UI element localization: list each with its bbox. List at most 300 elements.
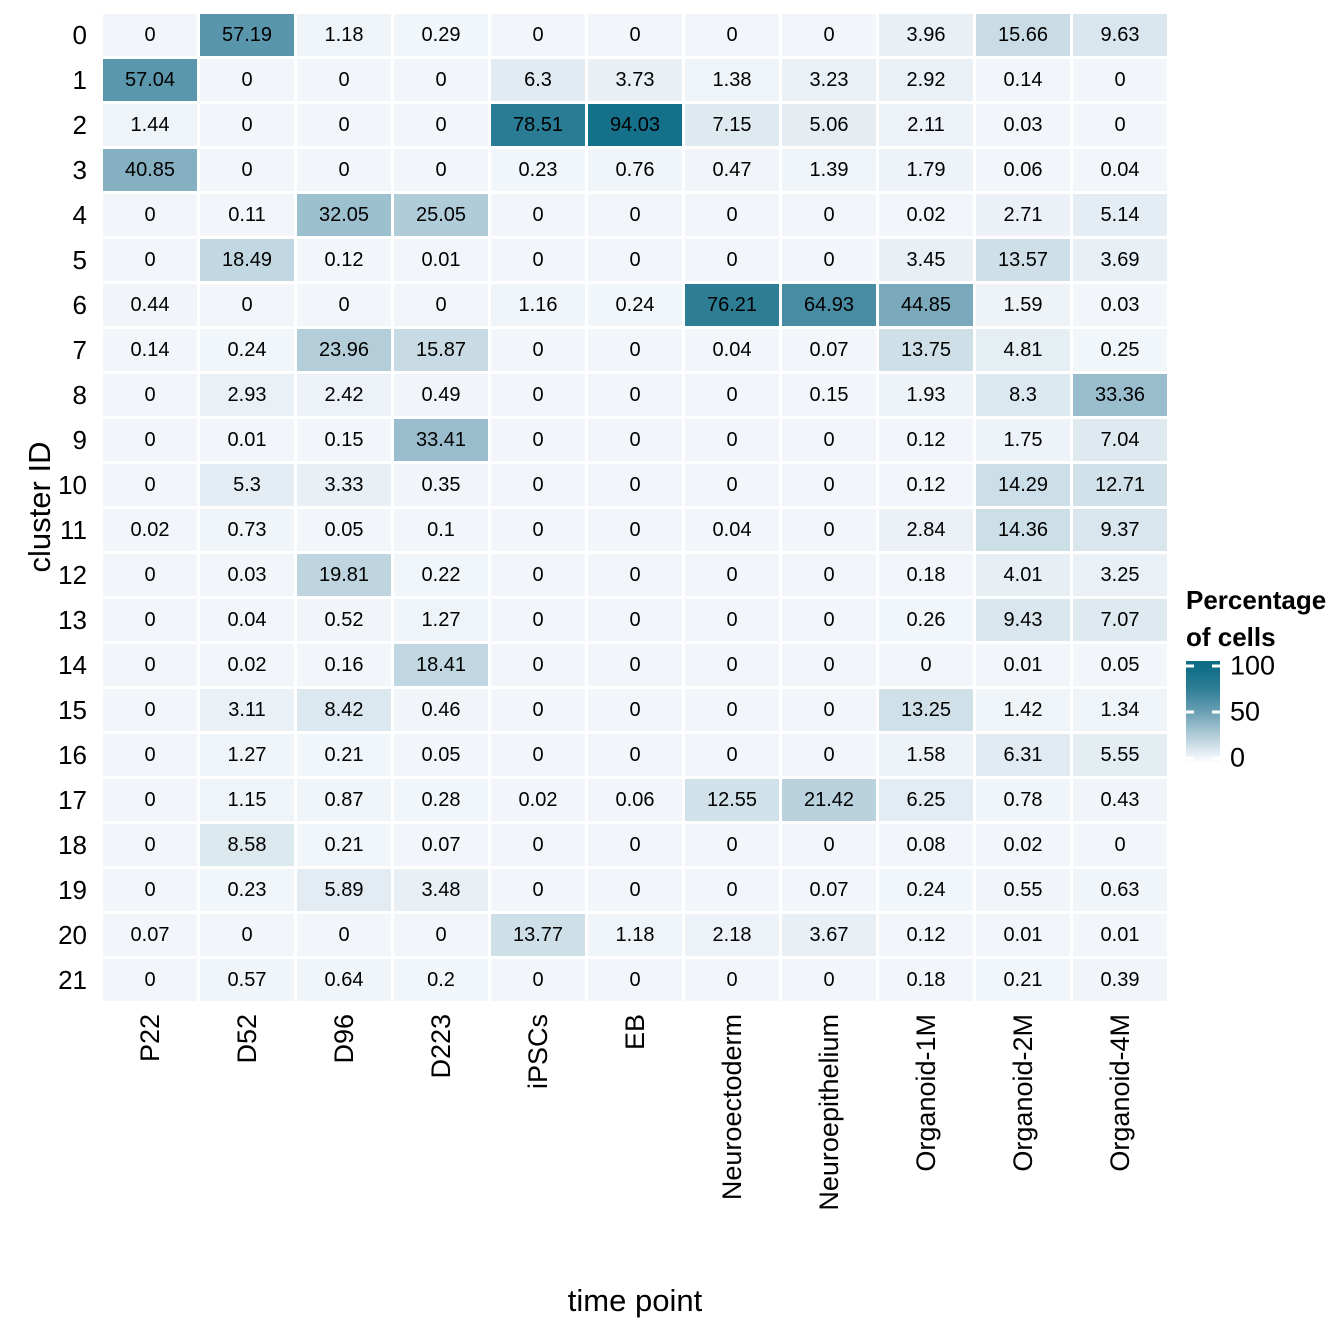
heatmap-cell: 0 — [491, 239, 585, 281]
y-tick-label: 5 — [72, 244, 87, 275]
heatmap-cell: 0 — [491, 14, 585, 56]
y-tick-label: 19 — [58, 874, 87, 905]
heatmap-cell: 0.04 — [200, 599, 294, 641]
legend — [1186, 582, 1344, 771]
heatmap-cell: 14.36 — [976, 509, 1070, 551]
heatmap-cell: 15.87 — [394, 329, 488, 371]
heatmap-cell: 0.44 — [103, 284, 197, 326]
x-tick-label — [685, 1014, 779, 1211]
heatmap-cell: 0.05 — [1073, 644, 1167, 686]
heatmap-cell: 0.12 — [879, 914, 973, 956]
heatmap-cell: 0.16 — [297, 644, 391, 686]
heatmap-cell: 0.05 — [394, 734, 488, 776]
heatmap-cell: 13.75 — [879, 329, 973, 371]
heatmap-cell: 0 — [685, 194, 779, 236]
heatmap-cell: 0 — [588, 239, 682, 281]
heatmap-cell: 0.25 — [1073, 329, 1167, 371]
heatmap-cell: 0 — [782, 644, 876, 686]
x-tick-label-text: Neuroepithelium — [813, 1014, 844, 1211]
y-tick-label: 6 — [72, 289, 87, 320]
x-tick-label-text: P22 — [134, 1014, 165, 1063]
y-tick-label: 16 — [58, 739, 87, 770]
heatmap-cell: 0 — [297, 59, 391, 101]
heatmap-cell: 0 — [782, 554, 876, 596]
legend-tick-mark — [1186, 710, 1194, 713]
y-tick-label: 10 — [58, 469, 87, 500]
heatmap-cell: 0 — [491, 869, 585, 911]
heatmap-cell: 1.27 — [394, 599, 488, 641]
heatmap-cell: 0.18 — [879, 554, 973, 596]
heatmap-cell: 2.71 — [976, 194, 1070, 236]
heatmap-cell: 0 — [491, 374, 585, 416]
heatmap-cell: 3.25 — [1073, 554, 1167, 596]
heatmap-cell: 5.3 — [200, 464, 294, 506]
heatmap-cell: 7.04 — [1073, 419, 1167, 461]
heatmap-cell: 0 — [782, 689, 876, 731]
heatmap-cell: 0 — [685, 239, 779, 281]
heatmap-cell: 0 — [588, 419, 682, 461]
heatmap-cell: 0 — [588, 509, 682, 551]
heatmap-cell: 1.18 — [297, 14, 391, 56]
x-tick-label-text: iPSCs — [522, 1014, 553, 1090]
heatmap-cell: 0.07 — [103, 914, 197, 956]
heatmap-cell: 0.15 — [782, 374, 876, 416]
heatmap-cell: 2.93 — [200, 374, 294, 416]
heatmap-cell: 0 — [103, 419, 197, 461]
heatmap-cell: 1.38 — [685, 59, 779, 101]
x-tick-label — [297, 1014, 391, 1211]
heatmap-cell: 0 — [685, 374, 779, 416]
legend-colorbar-area — [1186, 650, 1344, 773]
heatmap-cell: 0 — [685, 644, 779, 686]
heatmap-cell: 0 — [297, 104, 391, 146]
heatmap-cell: 0 — [782, 734, 876, 776]
heatmap-cell: 0 — [200, 149, 294, 191]
heatmap-cell: 0.76 — [588, 149, 682, 191]
heatmap-cell: 0.47 — [685, 149, 779, 191]
legend-tick-label: 50 — [1230, 696, 1261, 727]
heatmap-cell: 57.04 — [103, 59, 197, 101]
x-tick-label-text: Organoid-4M — [1104, 1014, 1135, 1172]
y-axis-title: cluster ID — [22, 441, 57, 573]
x-tick-label-text: D223 — [425, 1014, 456, 1079]
heatmap-cell: 0 — [491, 464, 585, 506]
legend-title-line2: of cells — [1186, 621, 1276, 652]
heatmap-cell: 0 — [879, 644, 973, 686]
heatmap-cell: 0.24 — [588, 284, 682, 326]
y-tick-label: 3 — [72, 154, 87, 185]
heatmap-cell: 5.55 — [1073, 734, 1167, 776]
y-tick-label: 14 — [58, 649, 87, 680]
heatmap-cell: 0.01 — [1073, 914, 1167, 956]
heatmap-cell: 0.04 — [685, 329, 779, 371]
x-tick-label — [879, 1014, 973, 1211]
heatmap-cell: 0 — [103, 644, 197, 686]
heatmap-cell: 3.23 — [782, 59, 876, 101]
heatmap-cell: 0.24 — [200, 329, 294, 371]
heatmap-cell: 3.45 — [879, 239, 973, 281]
heatmap-cell: 0.04 — [1073, 149, 1167, 191]
heatmap-cell: 0.12 — [879, 464, 973, 506]
heatmap-cell: 0 — [394, 149, 488, 191]
legend-tick-label: 100 — [1230, 650, 1276, 681]
heatmap-cell: 12.71 — [1073, 464, 1167, 506]
heatmap-cell: 0 — [588, 464, 682, 506]
heatmap-cell: 8.58 — [200, 824, 294, 866]
heatmap-cell: 0 — [103, 194, 197, 236]
heatmap-cell: 3.48 — [394, 869, 488, 911]
heatmap-cell: 0 — [103, 959, 197, 1001]
y-tick-label: 17 — [58, 784, 87, 815]
heatmap-cell: 0.1 — [394, 509, 488, 551]
heatmap-cell: 0 — [588, 194, 682, 236]
x-tick-label — [394, 1014, 488, 1211]
heatmap-cell: 0 — [394, 284, 488, 326]
heatmap-cell: 0.07 — [782, 869, 876, 911]
heatmap-cell: 0.06 — [588, 779, 682, 821]
heatmap-cell: 2.42 — [297, 374, 391, 416]
heatmap-cell: 33.36 — [1073, 374, 1167, 416]
heatmap-cell: 0 — [782, 599, 876, 641]
heatmap-cell: 0.05 — [297, 509, 391, 551]
heatmap-cell: 0 — [782, 14, 876, 56]
heatmap-cell: 0 — [685, 554, 779, 596]
heatmap-cell: 1.27 — [200, 734, 294, 776]
heatmap-cell: 0 — [394, 59, 488, 101]
heatmap-cell: 2.18 — [685, 914, 779, 956]
heatmap-cell: 3.67 — [782, 914, 876, 956]
heatmap-cell: 40.85 — [103, 149, 197, 191]
heatmap-cell: 0.23 — [200, 869, 294, 911]
heatmap-cell: 8.3 — [976, 374, 1070, 416]
y-tick-label: 18 — [58, 829, 87, 860]
heatmap-cell: 0.46 — [394, 689, 488, 731]
heatmap-cell: 0 — [491, 644, 585, 686]
heatmap-cell: 0 — [588, 959, 682, 1001]
heatmap-cell: 76.21 — [685, 284, 779, 326]
heatmap-cell: 0 — [491, 509, 585, 551]
heatmap-cell: 0.01 — [200, 419, 294, 461]
heatmap-cell: 1.44 — [103, 104, 197, 146]
heatmap-cell: 0 — [491, 419, 585, 461]
legend-tick-mark — [1186, 664, 1194, 667]
y-tick-label: 20 — [58, 919, 87, 950]
heatmap-cell: 0.49 — [394, 374, 488, 416]
heatmap-cell: 0 — [103, 824, 197, 866]
heatmap-cell: 1.15 — [200, 779, 294, 821]
x-axis-title: time point — [567, 1283, 703, 1318]
heatmap-cell: 9.63 — [1073, 14, 1167, 56]
heatmap-cell: 0.02 — [976, 824, 1070, 866]
heatmap-cell: 0 — [103, 374, 197, 416]
heatmap-cell: 9.37 — [1073, 509, 1167, 551]
heatmap-cell: 6.25 — [879, 779, 973, 821]
heatmap-cell: 0 — [103, 464, 197, 506]
heatmap-cell: 57.19 — [200, 14, 294, 56]
heatmap-cell: 0.04 — [685, 509, 779, 551]
x-tick-label — [103, 1014, 197, 1211]
y-tick-label: 11 — [60, 514, 87, 545]
heatmap-cell: 0 — [588, 689, 682, 731]
heatmap-cell: 0.18 — [879, 959, 973, 1001]
heatmap-cell: 6.3 — [491, 59, 585, 101]
x-tick-label — [491, 1014, 585, 1211]
heatmap-cell: 0.24 — [879, 869, 973, 911]
heatmap-cell: 0 — [588, 734, 682, 776]
heatmap-cell: 0 — [491, 554, 585, 596]
heatmap-cell: 0 — [588, 824, 682, 866]
heatmap-cell: 0 — [588, 14, 682, 56]
heatmap-cell: 0 — [685, 419, 779, 461]
heatmap-cell: 0.01 — [976, 644, 1070, 686]
y-tick-label: 7 — [72, 334, 87, 365]
heatmap-cell: 0.03 — [200, 554, 294, 596]
heatmap-cell: 0.73 — [200, 509, 294, 551]
heatmap-cell: 0 — [685, 599, 779, 641]
heatmap-cell: 12.55 — [685, 779, 779, 821]
heatmap-cell: 0 — [103, 14, 197, 56]
heatmap-cell: 44.85 — [879, 284, 973, 326]
heatmap-cell: 3.73 — [588, 59, 682, 101]
heatmap-cell: 0.14 — [103, 329, 197, 371]
legend-tick-mark — [1186, 756, 1194, 759]
heatmap-cell: 0.02 — [879, 194, 973, 236]
x-tick-label-text: Organoid-2M — [1007, 1014, 1038, 1172]
heatmap-cell: 0.14 — [976, 59, 1070, 101]
y-tick-label: 9 — [72, 424, 87, 455]
heatmap-cell: 2.84 — [879, 509, 973, 551]
heatmap-cell: 0.64 — [297, 959, 391, 1001]
heatmap-cell: 0.03 — [976, 104, 1070, 146]
heatmap-cell: 13.25 — [879, 689, 973, 731]
heatmap-cell: 0 — [588, 374, 682, 416]
heatmap-cell: 0 — [685, 14, 779, 56]
heatmap-cell: 0 — [782, 194, 876, 236]
legend-tick-label: 0 — [1230, 742, 1246, 773]
heatmap-cell: 18.49 — [200, 239, 294, 281]
heatmap-cell: 1.16 — [491, 284, 585, 326]
heatmap-cell: 0.21 — [297, 734, 391, 776]
x-tick-label — [588, 1014, 682, 1211]
heatmap-cell: 0 — [1073, 824, 1167, 866]
heatmap-cell: 0.08 — [879, 824, 973, 866]
heatmap-cell: 1.18 — [588, 914, 682, 956]
heatmap-cell: 0 — [588, 329, 682, 371]
heatmap-cell: 0 — [103, 554, 197, 596]
heatmap-cell: 4.81 — [976, 329, 1070, 371]
heatmap-cell: 0.07 — [782, 329, 876, 371]
heatmap-cell: 0 — [103, 599, 197, 641]
heatmap-cell: 0 — [491, 734, 585, 776]
heatmap-cell: 0.28 — [394, 779, 488, 821]
heatmap-cell: 21.42 — [782, 779, 876, 821]
heatmap-cell: 0 — [103, 689, 197, 731]
legend-tick-mark — [1212, 756, 1220, 759]
y-tick-label: 1 — [72, 64, 87, 95]
heatmap-cell: 1.58 — [879, 734, 973, 776]
y-tick-label: 13 — [58, 604, 87, 635]
x-tick-label-text: D96 — [328, 1014, 359, 1064]
heatmap-grid — [5, 14, 1167, 1001]
heatmap-cell: 23.96 — [297, 329, 391, 371]
heatmap-cell: 0 — [782, 239, 876, 281]
heatmap-cell: 1.59 — [976, 284, 1070, 326]
heatmap-cell: 0.43 — [1073, 779, 1167, 821]
heatmap-cell: 0.29 — [394, 14, 488, 56]
legend-title-line1: Percentage — [1186, 585, 1327, 615]
heatmap-cell: 0 — [491, 959, 585, 1001]
heatmap-cell: 0.35 — [394, 464, 488, 506]
heatmap-cell: 0.03 — [1073, 284, 1167, 326]
heatmap-cell: 0.21 — [297, 824, 391, 866]
heatmap-cell: 0.02 — [491, 779, 585, 821]
heatmap-cell: 1.75 — [976, 419, 1070, 461]
heatmap-cell: 6.31 — [976, 734, 1070, 776]
heatmap-cell: 7.15 — [685, 104, 779, 146]
heatmap-cell: 0.57 — [200, 959, 294, 1001]
heatmap-cell: 4.01 — [976, 554, 1070, 596]
heatmap-cell: 0.01 — [394, 239, 488, 281]
heatmap-cell: 7.07 — [1073, 599, 1167, 641]
heatmap-cell: 0 — [685, 869, 779, 911]
heatmap-cell: 0 — [491, 194, 585, 236]
heatmap-cell: 25.05 — [394, 194, 488, 236]
heatmap-cell: 0.15 — [297, 419, 391, 461]
x-tick-label — [976, 1014, 1070, 1211]
heatmap-cell: 13.57 — [976, 239, 1070, 281]
heatmap-cell: 0 — [103, 869, 197, 911]
heatmap-cell: 13.77 — [491, 914, 585, 956]
heatmap-cell: 18.41 — [394, 644, 488, 686]
heatmap-cell: 0.87 — [297, 779, 391, 821]
heatmap-cell: 0 — [200, 59, 294, 101]
heatmap-cell: 9.43 — [976, 599, 1070, 641]
legend-tick-mark — [1212, 664, 1220, 667]
heatmap-cell: 0 — [297, 284, 391, 326]
heatmap-cell: 0 — [1073, 104, 1167, 146]
heatmap-cell: 0.55 — [976, 869, 1070, 911]
heatmap-cell: 0.78 — [976, 779, 1070, 821]
heatmap-cell: 0 — [588, 554, 682, 596]
y-tick-label: 0 — [72, 19, 87, 50]
heatmap-cell: 0 — [685, 824, 779, 866]
heatmap-cell: 0 — [394, 104, 488, 146]
heatmap-cell: 0.52 — [297, 599, 391, 641]
x-tick-label-text: Organoid-1M — [910, 1014, 941, 1172]
heatmap-cell: 0.26 — [879, 599, 973, 641]
heatmap-cell: 0 — [685, 464, 779, 506]
y-tick-label: 4 — [72, 199, 87, 230]
x-tick-label-text: D52 — [231, 1014, 262, 1064]
heatmap-cell: 0.07 — [394, 824, 488, 866]
heatmap-cell: 2.92 — [879, 59, 973, 101]
heatmap-cell: 2.11 — [879, 104, 973, 146]
heatmap-cell: 0 — [297, 149, 391, 191]
y-tick-label: 12 — [58, 559, 87, 590]
heatmap-cell: 0.02 — [103, 509, 197, 551]
y-tick-label: 2 — [72, 109, 87, 140]
heatmap-cell: 0 — [1073, 59, 1167, 101]
heatmap-cell: 0.01 — [976, 914, 1070, 956]
heatmap-cell: 0 — [103, 239, 197, 281]
heatmap-cell: 0.22 — [394, 554, 488, 596]
heatmap-cell: 1.39 — [782, 149, 876, 191]
heatmap-cell: 1.79 — [879, 149, 973, 191]
heatmap-cell: 0 — [103, 779, 197, 821]
heatmap-cell: 0 — [782, 419, 876, 461]
x-tick-label — [1073, 1014, 1167, 1211]
heatmap-cell: 19.81 — [297, 554, 391, 596]
y-tick-label: 21 — [58, 964, 87, 995]
heatmap-cell: 3.11 — [200, 689, 294, 731]
heatmap-cell: 0 — [685, 689, 779, 731]
heatmap-cell: 14.29 — [976, 464, 1070, 506]
heatmap-cell: 1.93 — [879, 374, 973, 416]
heatmap-cell: 33.41 — [394, 419, 488, 461]
heatmap-cell: 0 — [200, 914, 294, 956]
heatmap-cell: 0 — [200, 104, 294, 146]
heatmap-cell: 0 — [491, 599, 585, 641]
heatmap-cell: 0 — [588, 869, 682, 911]
heatmap-cell: 0 — [588, 644, 682, 686]
heatmap-cell: 0 — [491, 329, 585, 371]
heatmap-cell: 0.11 — [200, 194, 294, 236]
heatmap-cell: 0 — [103, 734, 197, 776]
heatmap-cell: 32.05 — [297, 194, 391, 236]
legend-tick-mark — [1212, 710, 1220, 713]
heatmap-cell: 0 — [782, 824, 876, 866]
x-tick-label — [782, 1014, 876, 1211]
y-tick-label: 15 — [58, 694, 87, 725]
heatmap-cell: 0.12 — [879, 419, 973, 461]
heatmap-cell: 0.12 — [297, 239, 391, 281]
heatmap-cell: 0 — [685, 959, 779, 1001]
heatmap-cell: 5.14 — [1073, 194, 1167, 236]
heatmap-cell: 0 — [491, 689, 585, 731]
heatmap-cell: 0 — [297, 914, 391, 956]
heatmap-cell: 0 — [394, 914, 488, 956]
heatmap-cell: 0.02 — [200, 644, 294, 686]
heatmap-cell: 0.2 — [394, 959, 488, 1001]
heatmap-cell: 0 — [685, 734, 779, 776]
x-tick-label-text: Neuroectoderm — [716, 1014, 747, 1201]
heatmap-cell: 0 — [782, 959, 876, 1001]
x-axis-tick-labels — [103, 1014, 1167, 1211]
heatmap-cell: 3.33 — [297, 464, 391, 506]
heatmap-cell: 5.89 — [297, 869, 391, 911]
heatmap-cell: 1.34 — [1073, 689, 1167, 731]
heatmap-cell: 0.23 — [491, 149, 585, 191]
legend-title — [1186, 582, 1344, 656]
legend-colorbar — [1186, 661, 1220, 763]
heatmap-cell: 0 — [782, 509, 876, 551]
heatmap-cell: 94.03 — [588, 104, 682, 146]
heatmap-cell: 78.51 — [491, 104, 585, 146]
heatmap-cell: 0.06 — [976, 149, 1070, 191]
x-tick-label — [200, 1014, 294, 1211]
x-tick-label-text: EB — [619, 1014, 650, 1051]
heatmap-cell: 1.42 — [976, 689, 1070, 731]
heatmap-cell: 0 — [588, 599, 682, 641]
heatmap-cell: 3.69 — [1073, 239, 1167, 281]
heatmap-cell: 3.96 — [879, 14, 973, 56]
heatmap-cell: 0 — [782, 464, 876, 506]
heatmap-cell: 5.06 — [782, 104, 876, 146]
heatmap-cell: 64.93 — [782, 284, 876, 326]
heatmap-cell: 8.42 — [297, 689, 391, 731]
heatmap-cell: 15.66 — [976, 14, 1070, 56]
heatmap-cell: 0.63 — [1073, 869, 1167, 911]
